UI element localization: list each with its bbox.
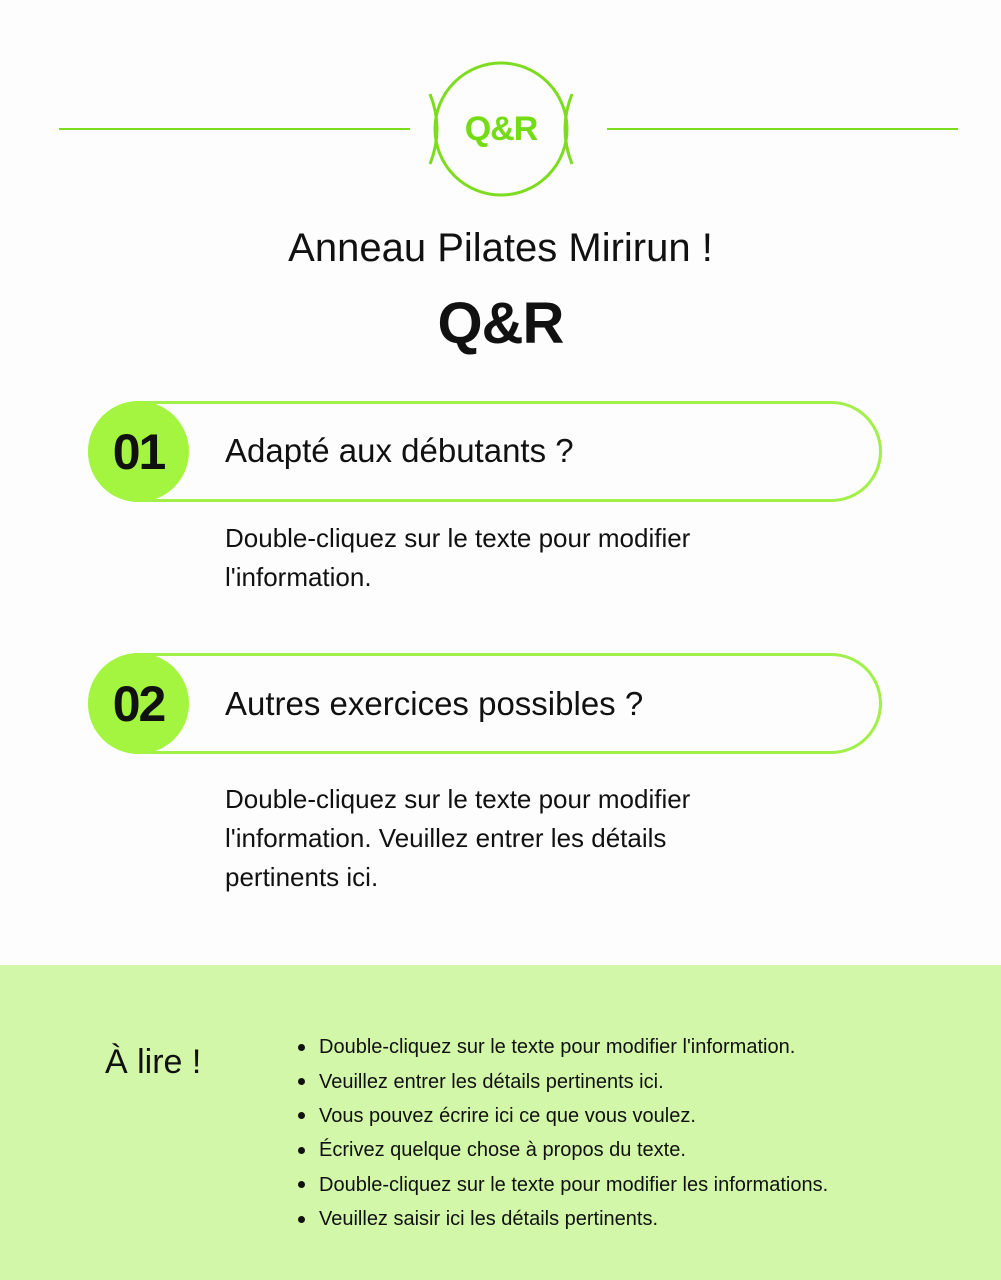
bullet-icon <box>298 1078 305 1085</box>
list-item-text: Double-cliquez sur le texte pour modifier l'information. <box>319 1036 796 1059</box>
list-item <box>298 1133 828 1167</box>
bullet-icon <box>298 1216 305 1223</box>
list-item-text: Vous pouvez écrire ici ce que vous voulez. <box>319 1104 696 1127</box>
divider-left <box>59 128 410 130</box>
page-title: Q&R <box>437 291 564 356</box>
qr-badge <box>424 60 578 198</box>
answer-text-1: Double-cliquez sur le texte pour modifier l'information. <box>225 523 691 592</box>
bullet-icon <box>298 1181 305 1188</box>
question-text-2: Autres exercices possibles ? <box>225 685 644 722</box>
list-item <box>298 1064 828 1098</box>
answer-text-2: Double-cliquez sur le texte pour modifier l'information. Veuillez entrer les détails pertinents ici. <box>225 784 691 892</box>
badge-label: Q&R <box>464 109 538 148</box>
list-item <box>298 1099 828 1133</box>
list-item-text: Double-cliquez sur le texte pour modifier les informations. <box>319 1173 829 1196</box>
question-text-1: Adapté aux débutants ? <box>225 432 574 469</box>
list-item-text: Veuillez entrer les détails pertinents ici. <box>319 1070 664 1093</box>
divider-right <box>607 128 958 130</box>
list-item <box>298 1030 828 1064</box>
bullet-icon <box>298 1044 305 1051</box>
list-item-text: Écrivez quelque chose à propos du texte. <box>319 1139 686 1162</box>
bullet-icon <box>298 1147 305 1154</box>
list-item-text: Veuillez saisir ici les détails pertinents. <box>319 1208 659 1231</box>
question-number-1: 01 <box>88 401 189 502</box>
notes-list <box>298 1030 828 1236</box>
list-item <box>298 1168 828 1202</box>
page-subtitle: Anneau Pilates Mirirun ! <box>288 226 713 270</box>
list-item <box>298 1202 828 1236</box>
notes-heading: À lire ! <box>105 1043 202 1081</box>
question-number-2: 02 <box>88 653 189 754</box>
bullet-icon <box>298 1112 305 1119</box>
